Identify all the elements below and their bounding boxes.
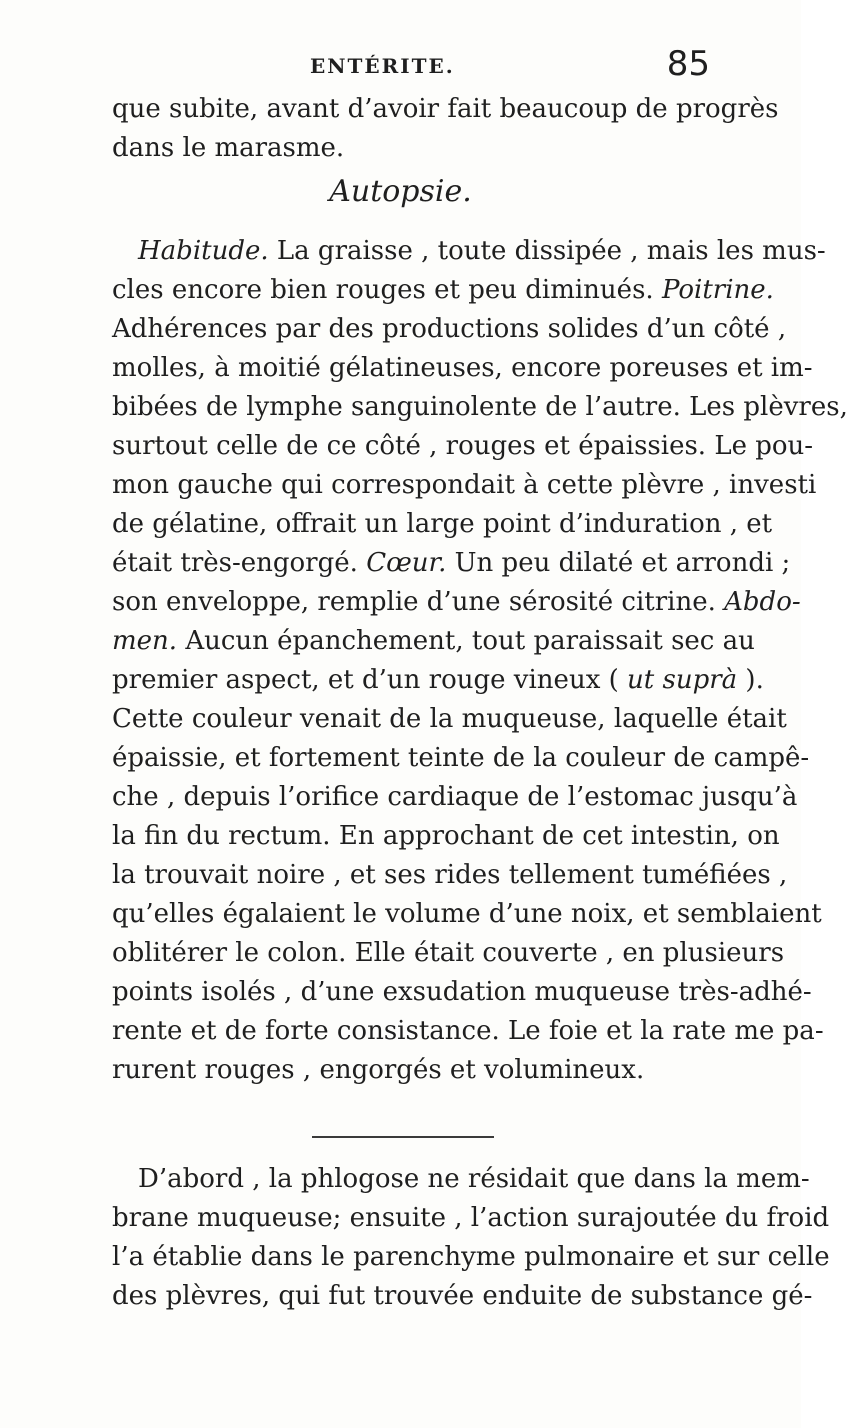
text-line: de gélatine, offrait un large point d’induration , et [112,509,773,539]
text-line [112,232,826,271]
text-line: des plèvres, qui fut trouvée enduite de substance gé- [112,1281,813,1311]
text-run: La graisse , toute dissipée , mais les mus- [268,236,826,266]
term-abdomen-end: men. [112,626,178,656]
text-line [112,661,764,700]
text-run: son enveloppe, remplie d’une sérosité citrine. [112,587,725,617]
text-line [112,544,791,583]
text-run: premier aspect, et d’un rouge vineux ( [112,665,628,695]
text-line: che , depuis l’orifice cardiaque de l’estomac jusqu’à [112,782,798,812]
text-run: ). [737,665,764,695]
term-habitude: Habitude. [138,236,269,266]
term-poitrine: Poitrine. [661,275,774,305]
text-line [112,622,755,661]
paragraph-conclusion [112,1160,830,1316]
text-line: Cette couleur venait de la muqueuse, laquelle était [112,704,787,734]
paragraph-autopsy [112,232,848,1090]
text-line: D’abord , la phlogose ne résidait que dans la mem- [138,1164,810,1194]
text-line: bibées de lymphe sanguinolente de l’autre. Les plèvres, [112,392,848,422]
text-line: rente et de forte consistance. Le foie et la rate me pa- [112,1016,824,1046]
section-divider [312,1136,494,1138]
text-line: surtout celle de ce côté , rouges et épaissies. Le pou- [112,431,814,461]
text-line: la trouvait noire , et ses rides tellement tuméfiées , [112,860,788,890]
text-line [112,271,774,310]
text-run: cles encore bien rouges et peu diminués. [112,275,662,305]
running-title: ENTÉRITE. [310,54,455,78]
text-line [112,583,801,622]
text-line: points isolés , d’une exsudation muqueuse très-adhé- [112,977,812,1007]
term-abdomen: Abdo- [724,587,801,617]
text-line: oblitérer le colon. Elle était couverte , en plusieurs [112,938,785,968]
text-line: épaissie, et fortement teinte de la couleur de campê- [112,743,810,773]
text-line: la fin du rectum. En approchant de cet intestin, on [112,821,780,851]
page-number: 85 [666,44,710,84]
text-run: Un peu dilaté et arrondi ; [446,548,791,578]
paragraph-intro [112,90,779,168]
text-line: Adhérences par des productions solides d’un côté , [112,314,787,344]
text-line: molles, à moitié gélatineuses, encore poreuses et im- [112,353,813,383]
text-line: brane muqueuse; ensuite , l’action surajoutée du froid [112,1203,830,1233]
term-ut-supra: ut suprà [627,665,738,695]
text-line: mon gauche qui correspondait à cette plèvre , investi [112,470,817,500]
term-coeur: Cœur. [366,548,447,578]
text-line: que subite, avant d’avoir fait beaucoup de progrès [112,94,779,124]
text-line: qu’elles égalaient le volume d’une noix, et semblaient [112,899,822,929]
text-run: Aucun épanchement, tout paraissait sec au [177,626,755,656]
text-line: dans le marasme. [112,133,345,163]
text-line: l’a établie dans le parenchyme pulmonaire et sur celle [112,1242,830,1272]
running-head [110,44,710,90]
section-heading: Autopsie. [329,174,472,209]
text-line: rurent rouges , engorgés et volumineux. [112,1055,645,1085]
text-run: était très-engorgé. [112,548,367,578]
